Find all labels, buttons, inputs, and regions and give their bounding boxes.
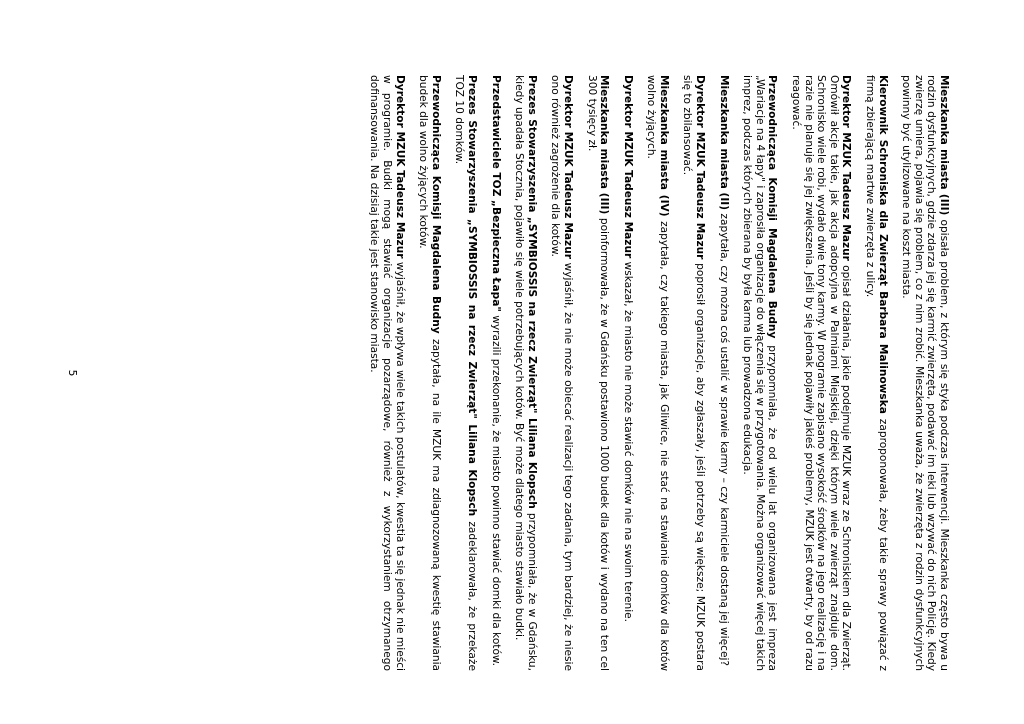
paragraph-text: zapytała, czy można coś ustalić w sprawie karmy – czy karmiciele dostaną jej więcej? — [717, 210, 730, 667]
speaker-name: Dyrektor MZUK Tadeusz Mazur — [621, 75, 634, 259]
speaker-name: Mieszkanka miasta (III) — [598, 75, 611, 215]
speaker-name: Mieszkanka miasta (III) — [938, 75, 950, 216]
paragraph-text: wyjaśnił, że wpływa wiele takich postulatów, kwestia ta się jednak nie mieści w programie. Budki mogą stawiać organizacje pozarządowe, również z wykorzystaniem otrzymanego dofinansowania. Na dzisiaj takie jest stanowisko miasta. — [368, 75, 406, 671]
paragraph-text: przypomniała, że od wielu lat organizowana jest impreza „Wariacje na 4 łapy" i zaprosiła organizacje do włączenia się w przygotowania. Można organizować więcej takich imprez, podczas których zbierana by była karma lub prowadzona edukacja. — [741, 75, 779, 672]
paragraph — [621, 75, 634, 671]
paragraph — [789, 75, 852, 671]
speaker-name: Dyrektor MZUK Tadeusz Mazur — [694, 75, 707, 260]
paragraph — [549, 75, 574, 671]
speaker-name: Dyrektor MZUK Tadeusz Mazur — [561, 75, 574, 259]
paragraph-text: zapytała, czy takiego miasta, jak Gliwice, nie stać na stawianie domków dla kotów wolno żyjących. — [645, 75, 670, 671]
paragraph — [717, 75, 730, 671]
paragraph — [453, 75, 478, 671]
speaker-name: Przewodnicząca Komisji Magdalena Budny — [429, 75, 442, 334]
paragraph-text: poinformowała, że w Gdańsku postawiono 1000 budek dla kotów i wydano na ten cel 300 tysięcy zł. — [585, 75, 611, 672]
paragraph — [513, 75, 538, 671]
paragraph-text: opisał działania, jakie podejmuje MZUK wraz ze Schroniskiem dla Zwierząt. Omówił akcje takie, jak akcja adopcyjna w Palmiarni Miejskiej, dzięki którym wiele zwierząt znajduje dom. Schronisko wiele robi, wydało dwie tony karmy. W programie zapisano wysokość środków na jego realizację i na razie nie planuje się jej zwiększenia. Jeśli by się jednak pojawiły jakieś problemy, MZUK jest otwarty, by od razu reagować. — [790, 75, 853, 671]
paragraph — [489, 75, 502, 671]
paragraph-text: wskazał, że miasto nie może stawiać domków nie na swoim terenie. — [621, 258, 634, 623]
paragraph — [900, 75, 950, 671]
paragraph-text: zadeklarowała, że przekaże TOZ 10 domków. — [453, 75, 478, 671]
speaker-name: Mieszkanka miasta (II) — [717, 75, 730, 211]
page-content — [66, 75, 950, 672]
speaker-name: Przewodnicząca Komisji Magdalena Budny — [766, 75, 779, 339]
paragraph-text: poprosił organizacje, aby zgłaszały, jeśli potrzeby są większe; MZUK postara się to zbilansować. — [681, 75, 707, 671]
paragraph — [417, 75, 442, 671]
paragraph — [681, 75, 706, 671]
paragraph-text: opisała problem, z którym się styka podczas interwencji. Mieszkanka często bywa u rodzin dysfunkcyjnych, gdzie zdarza jej się karmić zwierzęta, podawać im leki lub wzywać do nich Policję. Kiedy zwierzę umiera, pojawia się problem, co z nim zrobić. Mieszkanka uważa, że zwierzęta z rodzin dysfunkcyjnych powinny być utylizowane na koszt miasta. — [900, 75, 950, 671]
speaker-name: Prezes Stowarzyszenia „SYMBIOSSIS na rzecz Zwierząt" Liliana Klopsch — [465, 75, 478, 517]
paragraph — [585, 75, 610, 671]
paragraph-text: zaproponowała, żeby takie sprawy powiązać z firmą zbierającą martwe zwierzęta z ulicy. — [864, 75, 889, 671]
paragraph — [645, 75, 670, 671]
speaker-name: Kierownik Schroniska dla Zwierząt Barbara Malinowska — [876, 75, 889, 414]
paragraph-text: przypomniała, że w Gdańsku, kiedy upadała Stocznia, pojawiło się wiele potrzebujących kotów. Być może dlatego miasto stawiało budki. — [513, 75, 538, 671]
paragraph-text: zapytała, na ile MZUK ma zdiagnozowaną kwestię stawiania budek dla wolno żyjących kotów. — [417, 75, 442, 672]
page-number: 5 — [66, 369, 78, 377]
paragraph — [368, 75, 406, 671]
speaker-name: Mieszkanka miasta (IV) — [657, 75, 670, 217]
paragraph — [863, 75, 888, 671]
speaker-name: Dyrektor MZUK Tadeusz Mazur — [393, 75, 406, 259]
speaker-name: Dyrektor MZUK Tadeusz Mazur — [840, 75, 853, 261]
paragraph-text: wyrazili przekonanie, że miasto powinno stawiać domki dla kotów. — [489, 311, 502, 666]
speaker-name: Przedstawiciele TOZ „Bezpieczna Łapa" — [489, 75, 502, 312]
paragraph — [741, 75, 779, 671]
speaker-name: Prezes Stowarzyszenia „SYMBIOSSIS na rzecz Zwierząt" Liliana Klopsch — [525, 75, 538, 509]
paragraph-text: wyjaśnił, że nie może obiecać realizacji tego zadania, tym bardziej, że niesie ono również zagrożenie dla kotów. — [549, 75, 574, 672]
